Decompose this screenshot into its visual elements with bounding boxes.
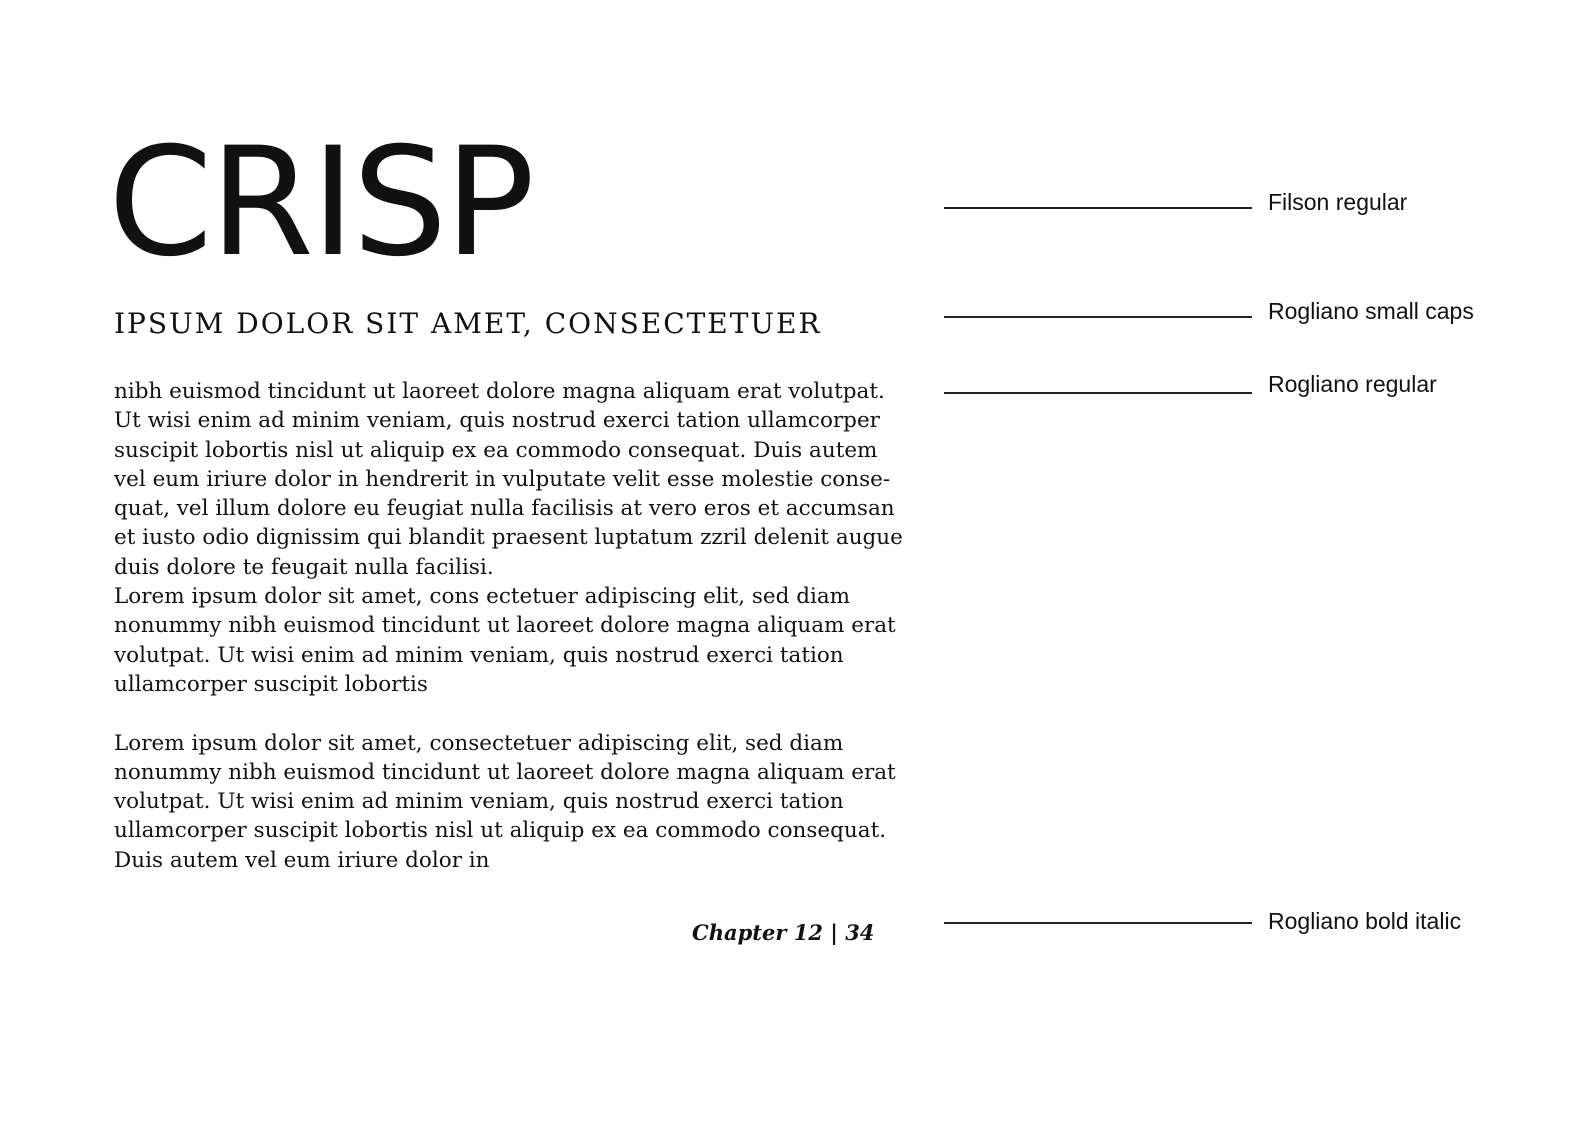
text-line: Lorem ipsum dolor sit amet, consectetuer adipiscing elit, sed diam — [114, 730, 844, 756]
text-line: Ut wisi enim ad minim veniam, quis nostrud exerci tation ullamcorper — [114, 408, 880, 434]
annotation-leader-line — [944, 316, 1252, 318]
specimen-subtitle: IPSUM DOLOR SIT AMET, CONSECTETUER — [114, 307, 822, 340]
specimen-title: CRISP — [108, 116, 532, 290]
text-line: nibh euismod tincidunt ut laoreet dolore magna aliquam erat volutpat. — [114, 379, 885, 404]
annotation-label-body-font: Rogliano regular — [1268, 371, 1437, 397]
annotation-leader-line — [944, 922, 1252, 924]
chapter-folio: Chapter 12 | 34 — [692, 920, 875, 945]
text-line: Lorem ipsum dolor sit amet, cons ectetuer adipiscing elit, sed diam — [114, 584, 851, 610]
annotation-label-folio-font: Rogliano bold italic — [1268, 908, 1462, 934]
text-line: duis dolore te feugait nulla facilisi. — [114, 554, 494, 580]
text-line: volutpat. Ut wisi enim ad minim veniam, quis nostrud exerci tation — [114, 642, 844, 668]
text-line: Duis autem vel eum iriure dolor in — [114, 847, 490, 873]
text-line: et iusto odio dignissim qui blandit praesent luptatum zzril delenit augue — [114, 525, 903, 551]
body-paragraph-2 — [114, 582, 914, 699]
annotation-leader-line — [944, 207, 1252, 209]
text-line: quat, vel illum dolore eu feugiat nulla facilisis at vero eros et accumsan — [114, 496, 895, 522]
text-line: ullamcorper suscipit lobortis — [114, 671, 428, 697]
body-paragraph-3 — [114, 729, 914, 875]
text-line: nonummy nibh euismod tincidunt ut laoreet dolore magna aliquam erat — [114, 759, 896, 785]
body-paragraph-1 — [114, 377, 914, 582]
annotation-label-subtitle-font: Rogliano small caps — [1268, 298, 1474, 324]
text-line: volutpat. Ut wisi enim ad minim veniam, quis nostrud exerci tation — [114, 789, 844, 815]
annotation-leader-line — [944, 392, 1252, 394]
text-line: suscipit lobortis nisl ut aliquip ex ea commodo consequat. Duis autem — [114, 437, 878, 463]
body-text-block — [114, 377, 914, 875]
annotation-label-title-font: Filson regular — [1268, 189, 1408, 215]
text-line: ullamcorper suscipit lobortis nisl ut aliquip ex ea commodo consequat. — [114, 818, 887, 844]
text-line: vel eum iriure dolor in hendrerit in vulputate velit esse molestie conse- — [114, 466, 891, 492]
text-line: nonummy nibh euismod tincidunt ut laoreet dolore magna aliquam erat — [114, 613, 896, 639]
